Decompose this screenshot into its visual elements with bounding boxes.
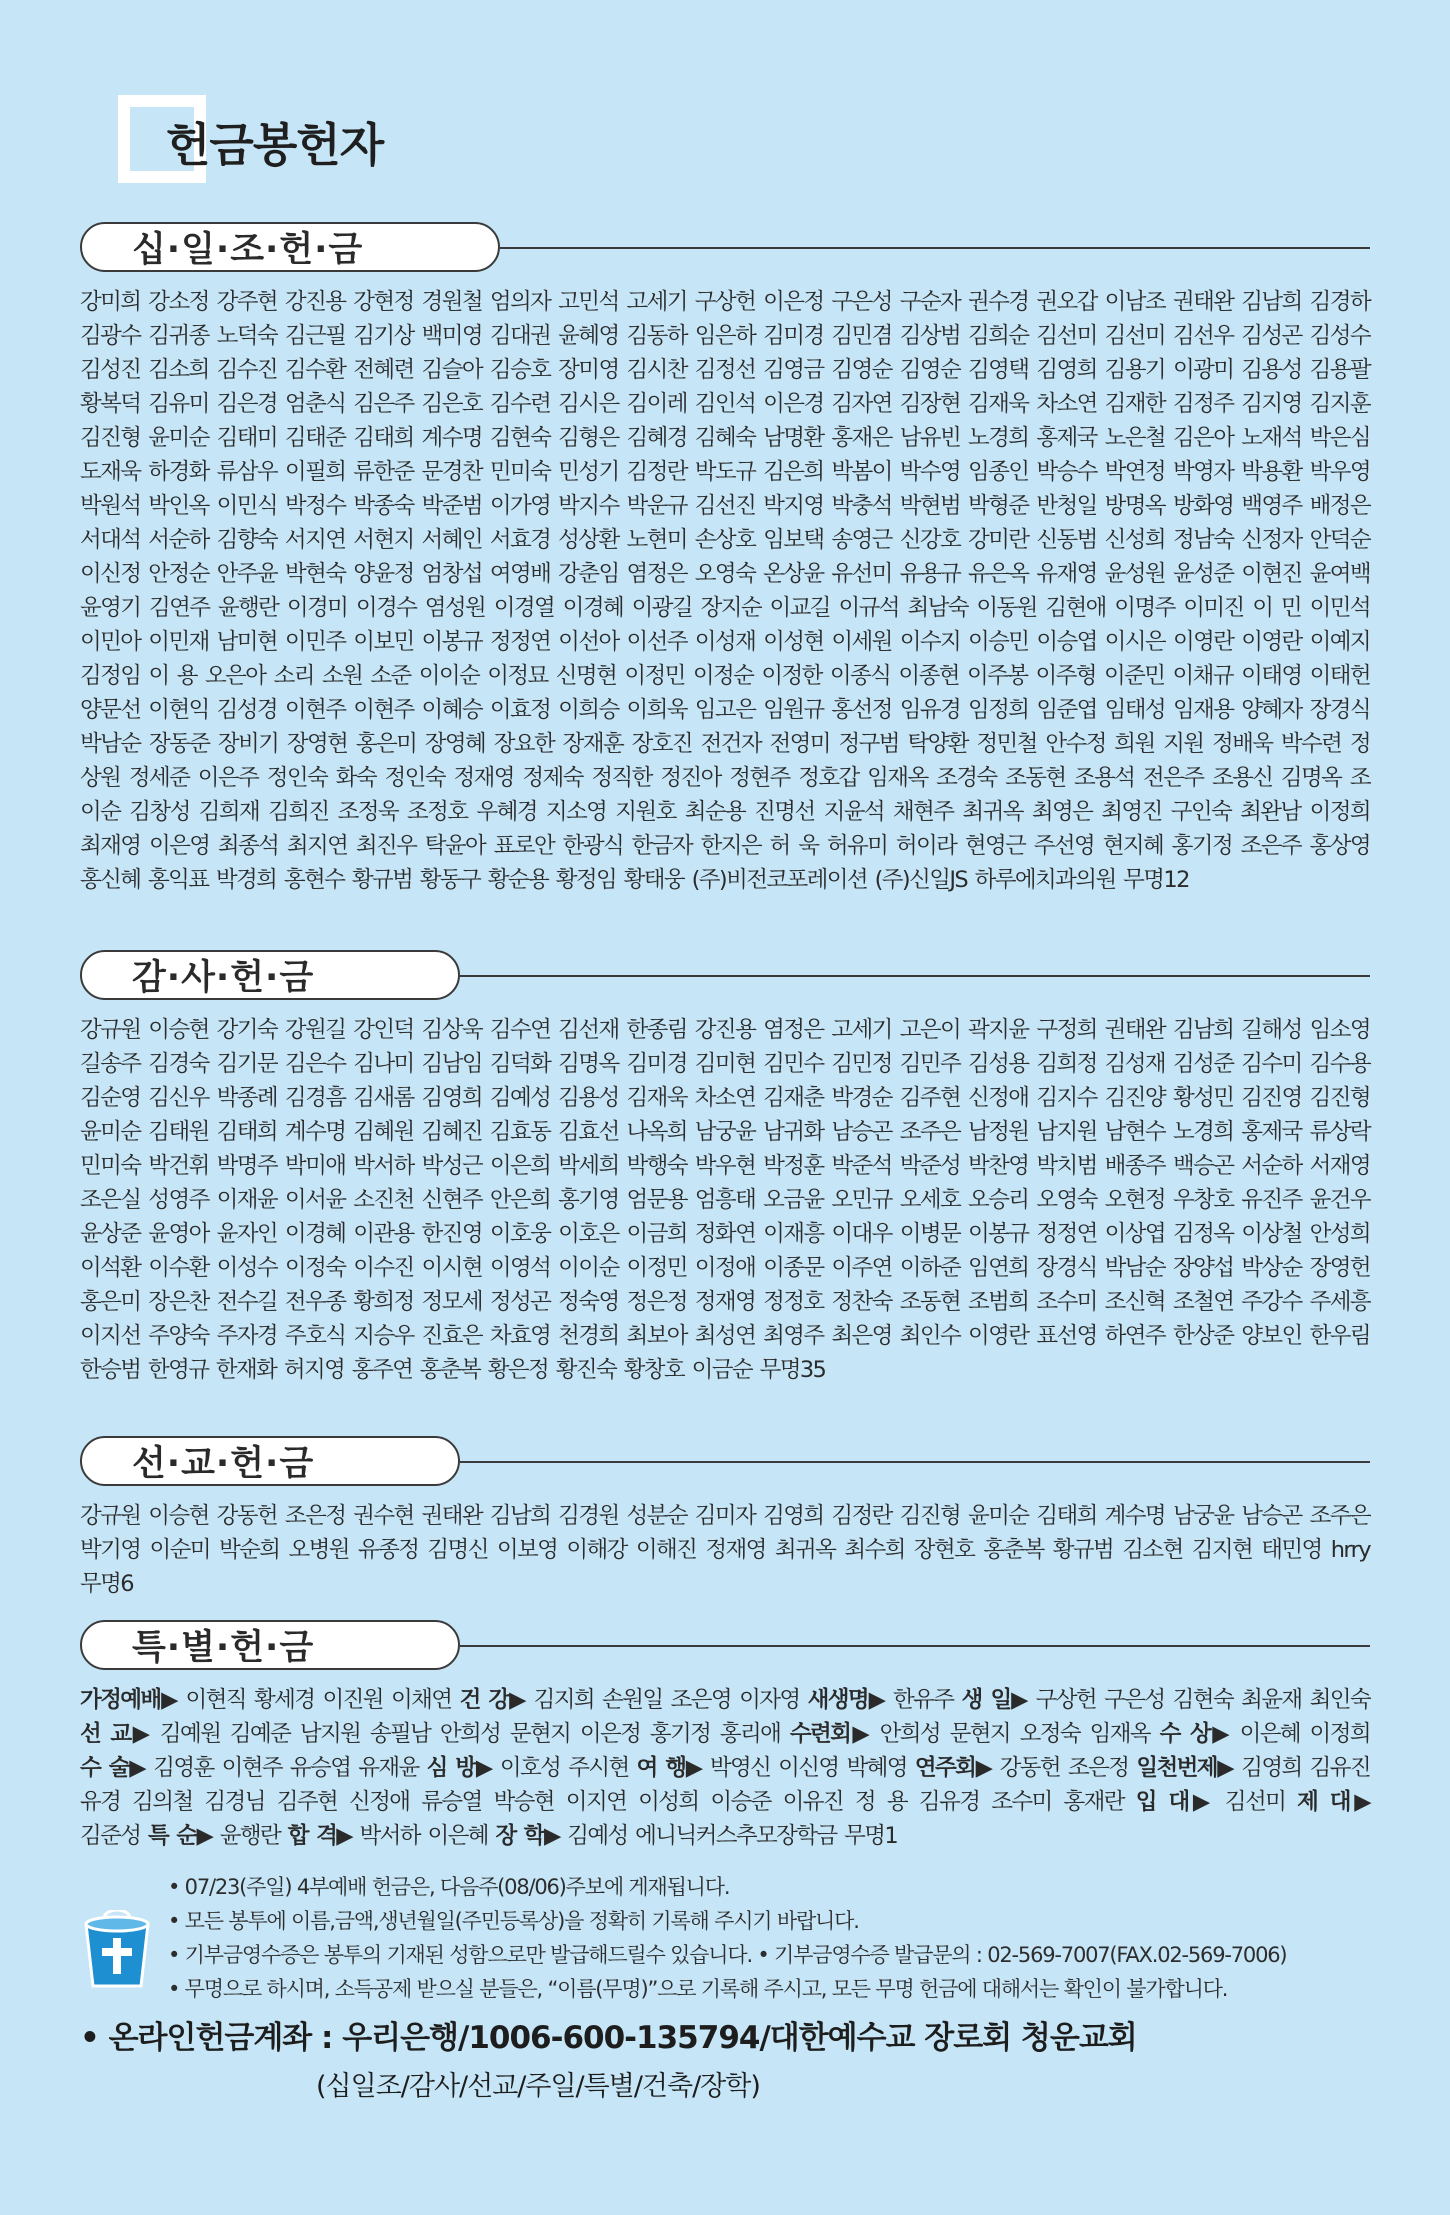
special-category-names: 구상헌 구은성 김현숙 최윤재 최인숙: [1035, 1687, 1371, 1713]
special-category-label: 연주회▶: [914, 1755, 992, 1781]
special-names: [80, 1683, 1370, 1853]
notice-item: • 모든 봉투에 이름,금액,생년월일(주민등록상)을 정확히 기록해 주시기 바랍니다.: [168, 1909, 859, 1933]
section-title-tithe: 십·일·조·헌·금: [80, 222, 500, 272]
special-category-names: 박서하 이은혜: [359, 1823, 488, 1849]
special-category-label: 생 일▶: [961, 1687, 1028, 1713]
special-category-names: 김예원 김예준 남지원 송필남 안희성 문현지 이은정 홍기정 홍리애: [159, 1721, 781, 1747]
special-category-label: 수 술▶: [80, 1755, 146, 1781]
online-account: • 온라인헌금계좌 : 우리은행/1006-600-135794/대한예수교 장로회 청운교회: [80, 2020, 1137, 2056]
special-category-names: 강동헌 조은정: [999, 1755, 1129, 1781]
special-category-label: 합 격▶: [287, 1823, 352, 1849]
special-line: [80, 1785, 1370, 1819]
section-title-thanks: 감·사·헌·금: [80, 950, 460, 1000]
section-tithe: [80, 222, 1370, 897]
section-mission: [80, 1436, 1370, 1601]
special-category-label: 입 대▶: [1135, 1789, 1213, 1815]
special-category-names: 한유주: [893, 1687, 954, 1713]
special-line: [80, 1717, 1370, 1751]
special-line: [80, 1751, 1370, 1785]
special-category-label: 건 강▶: [459, 1687, 526, 1713]
special-category-names: 이현직 황세경 이진원 이채연: [185, 1687, 452, 1713]
special-category-names: 김선미: [1224, 1789, 1286, 1815]
page-title: 헌금봉헌자: [166, 118, 384, 172]
special-category-names: 윤행란: [219, 1823, 281, 1849]
special-category-names: 이호성 주시현: [499, 1755, 629, 1781]
section-title-special: 특·별·헌·금: [80, 1620, 460, 1670]
section-special: [80, 1620, 1370, 1853]
special-category-label: 장 학▶: [495, 1823, 560, 1849]
special-line: [80, 1819, 1370, 1853]
section-title-mission: 선·교·헌·금: [80, 1436, 460, 1486]
special-category-label: 여 행▶: [636, 1755, 702, 1781]
online-account-categories: (십일조/감사/선교/주일/특별/건축/장학): [316, 2071, 760, 2102]
special-category-label: 제 대▶: [1297, 1789, 1370, 1815]
special-category-label: 수련회▶: [789, 1721, 871, 1747]
special-line: [80, 1683, 1370, 1717]
notice-list: [168, 1870, 1286, 2006]
special-category-names: 김예성 에니닉커스추모장학금 무명1: [567, 1823, 898, 1849]
tithe-names: 강미희 강소정 강주현 강진용 강현정 경원철 엄의자 고민석 고세기 구상헌 이은정 구은성 구순자 권수경 권오갑 이남조 권태완 김남희 김경하 김광수 김귀종 노덕숙 김근필 김기상 백미영 김대권 윤혜영 김동하 임은하 김미경 김민겸 김상범 김희순 김선미 김선미 김선우 김성곤 김성수 김성진 김소희 김수진 김수환 전혜련 김슬아 김승호 장미영 김시찬 김정선 김영금 김영순 김영순 김영택 김영희 김용기 이광미 김용성 김용팔 황복덕 김유미 김은경 엄춘식 김은주 김은호 김수련 김시은 김이레 김인석 이은경 김자연 김장현 김재욱 차소연 김재한 김정주 김지영 김지훈 김진형 윤미순 김태미 김태준 김태희 계수명 김현숙 김형은 김혜경 김혜숙 남명환 홍재은 남유빈 노경희 홍제국 노은철 김은아 노재석 박은심 도재욱 하경화 류삼우 이필희 류한준 문경찬 민미숙 민성기 김정란 박도규 김은희 박봄이 박수영 임종인 박승수 박연정 박영자 박용환 박우영 박원석 박인옥 이민식 박정수 박종숙 박준범 이가영 박지수 박운규 김선진 박지영 박충석 박현범 박형준 반청일 방명옥 방화영 백영주 배정은 서대석 서순하 김향숙 서지연 서현지 서혜인 서효경 성상환 노현미 손상호 임보택 송영근 신강호 강미란 신동범 신성희 정남숙 신정자 안덕순 이신정 안정순 안주윤 박현숙 양윤정 엄창섭 여영배 강춘임 염정은 오영숙 온상윤 유선미 유용규 유은옥 유재영 윤성원 윤성준 이현진 윤여백 윤영기 김연주 윤행란 이경미 이경수 염성원 이경열 이경혜 이광길 장지순 이교길 이규석 최남숙 이동원 김현애 이명주 이미진 이 민 이민석 이민아 이민재 남미현 이민주 이보민 이봉규 정정연 이선아 이선주 이성재 이성현 이세원 이수지 이승민 이승엽 이시은 이영란 이영란 이예지 김정임 이 용 오은아 소리 소원 소준 이이순 이정묘 신명현 이정민 이정순 이정한 이종식 이종현 이주봉 이주형 이준민 이채규 이태영 이태헌 양문선 이현익 김성경 이현주 이현주 이혜승 이효정 이희승 이희욱 임고은 임원규 홍선정 임유경 임정희 임준엽 임태성 임재용 양혜자 장경식 박남순 장동준 장비기 장영현 홍은미 장영혜 장요한 장재훈 장호진 전건자 전영미 정구범 탁양환 정민철 안수정 희원 지원 정배욱 박수련 정상원 정세준 이은주 정인숙 화숙 정인숙 정재영 정제숙 정직한 정진아 정현주 정호갑 임재옥 조경숙 조동현 조용석 전은주 조용신 김명옥 조이순 김창성 김희재 김희진 조정욱 조정호 우혜경 지소영 지원호 최순용 진명선 지윤석 채현주 최귀옥 최영은 최영진 구인숙 최완남 이정희 최재영 이은영 최종석 최지연 최진우 탁윤아 표로안 한광식 한금자 한지은 허 욱 허유미 허이라 현영근 주선영 현지혜 홍기정 조은주 홍상영 홍신혜 홍익표 박경희 홍현수 황규범 황동구 황순용 황정임 황태웅 (주)비전코포레이션 (주)신일JS 하루에치과의원 무명12: [80, 289, 1370, 893]
notice-item: • 기부금영수증은 봉투의 기재된 성함으로만 발급해드릴수 있습니다. • 기부금영수증 발급문의 : 02-569-7007(FAX.02-569-7006): [168, 1943, 1287, 1967]
section-divider: [460, 1461, 1370, 1463]
special-category-label: 새생명▶: [807, 1687, 885, 1713]
special-category-label: 특 순▶: [147, 1823, 213, 1849]
special-category-label: 수 상▶: [1159, 1721, 1230, 1747]
section-thanks: [80, 950, 1370, 1387]
thanks-names: 강규원 이승현 강기숙 강원길 강인덕 김상욱 김수연 김선재 한종림 강진용 염정은 고세기 고은이 곽지윤 구정희 권태완 김남희 길해성 임소영 길송주 김경숙 김기문 김은수 김나미 김남임 김덕화 김명옥 김미경 김미현 김민수 김민정 김민주 김성용 김희정 김성재 김성준 김수미 김수용 김순영 김신우 박종례 김경흠 김새롬 김영희 김예성 김용성 김재욱 차소연 김재춘 박경순 김주현 신정애 김지수 김진양 황성민 김진영 김진형 윤미순 김태원 김태희 계수명 김혜원 김혜진 김효동 김효선 나옥희 남궁윤 남귀화 남승곤 조주은 남정원 남지원 남현수 노경희 홍제국 류상락 민미숙 박건휘 박명주 박미애 박서하 박성근 이은희 박세희 박행숙 박우현 박정훈 박준석 박준성 박찬영 박치범 배종주 백승곤 서순하 서재영 조은실 성영주 이재윤 이서윤 소진천 신현주 안은희 홍기영 엄문용 엄흥태 오금윤 오민규 오세호 오승리 오영숙 오현정 우창호 유진주 윤건우 윤상준 윤영아 윤자인 이경혜 이관용 한진영 이호웅 이호은 이금희 정화연 이재흥 이대우 이병문 이봉규 정정연 이상엽 김정옥 이상철 안성희 이석환 이수환 이성수 이정숙 이수진 이시현 이영석 이이순 이정민 이정애 이종문 이주연 이하준 임연희 장경식 박남순 장양섭 박상순 장영헌 홍은미 장은찬 전수길 전우종 황희정 정모세 정성곤 정숙영 정은정 정재영 정정호 정찬숙 조동현 조범희 조수미 조신혁 조철연 주강수 주세흥 이지선 주양숙 주자경 주호식 지승우 진효은 차효영 천경희 최보아 최성연 최영주 최은영 최인수 이영란 표선영 하연주 한상준 양보인 한우림 한승범 한영규 한재화 허지영 홍주연 홍춘복 황은정 황진숙 황창호 이금순 무명35: [80, 1017, 1370, 1383]
special-category-names: 유경 김의철 김경님 김주현 신정애 류승열 박승현 이지연 이성희 이승준 이유진 정 용 김유경 조수미 홍재란: [80, 1789, 1124, 1815]
special-category-names: 김준성: [80, 1823, 141, 1849]
special-category-label: 가정예배▶: [80, 1687, 178, 1713]
special-category-label: 심 방▶: [426, 1755, 492, 1781]
special-category-names: 김영희 김유진: [1241, 1755, 1371, 1781]
special-category-names: 박영신 이신영 박혜영: [709, 1755, 907, 1781]
section-divider: [500, 247, 1370, 249]
mission-names: 강규원 이승현 강동헌 조은정 권수현 권태완 김남희 김경원 성분순 김미자 김영희 김정란 김진형 윤미순 김태희 계수명 남궁윤 남승곤 조주은 박기영 이순미 박순희 오병원 유종정 김명신 이보영 이해강 이해진 정재영 최귀옥 최수희 장현호 홍춘복 황규범 김소현 김지현 태민영 hrry 무명6: [80, 1503, 1370, 1597]
special-category-label: 선 교▶: [80, 1721, 151, 1747]
special-category-names: 안희성 문현지 오정숙 임재옥: [879, 1721, 1151, 1747]
special-category-label: 일천번제▶: [1136, 1755, 1234, 1781]
special-category-names: 김지희 손원일 조은영 이자영: [533, 1687, 800, 1713]
offering-box-cross-icon: [80, 1910, 154, 1990]
notice-item: • 07/23(주일) 4부예배 헌금은, 다음주(08/06)주보에 게재됩니다.: [168, 1875, 730, 1899]
section-divider: [460, 1645, 1370, 1647]
section-divider: [460, 975, 1370, 977]
special-category-names: 김영훈 이현주 유승엽 유재윤: [153, 1755, 419, 1781]
special-category-names: 이은혜 이정희: [1239, 1721, 1370, 1747]
notice-item: • 무명으로 하시며, 소득공제 받으실 분들은, “이름(무명)”으로 기록해 주시고, 모든 무명 헌금에 대해서는 확인이 불가합니다.: [168, 1977, 1228, 2001]
